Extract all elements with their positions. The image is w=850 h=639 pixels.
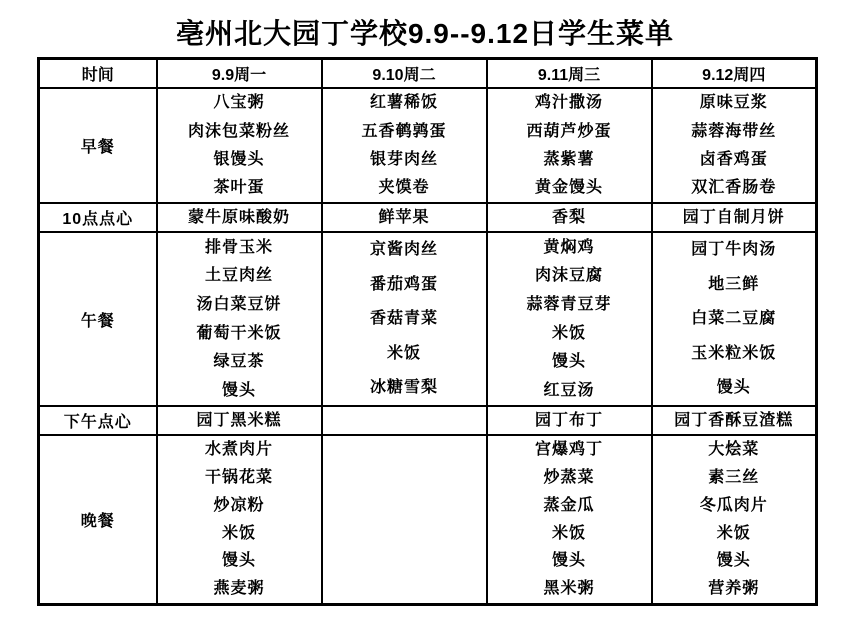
menu-item: 香梨 — [551, 208, 586, 226]
menu-cell — [322, 88, 487, 203]
menu-item: 燕麦粥 — [213, 580, 265, 598]
menu-item: 红薯稀饭 — [369, 94, 438, 112]
meal-row-label: 午餐 — [39, 232, 157, 406]
menu-cell — [322, 203, 487, 232]
menu-cell — [487, 435, 652, 605]
meal-row-label: 10点点心 — [39, 203, 157, 232]
menu-item: 炒蒸菜 — [543, 468, 595, 486]
menu-cell — [652, 88, 817, 203]
menu-item: 馒头 — [551, 353, 586, 371]
menu-item: 冰糖雪梨 — [369, 378, 438, 396]
menu-item: 园丁黑米糕 — [196, 411, 282, 429]
day-column-header: 9.11周三 — [487, 59, 652, 89]
menu-cell — [322, 406, 487, 435]
menu-cell — [157, 435, 322, 605]
menu-item: 白菜二豆腐 — [691, 310, 777, 328]
menu-cell — [652, 203, 817, 232]
menu-item: 卤香鸡蛋 — [699, 150, 768, 168]
menu-table — [37, 57, 818, 606]
menu-item: 米饭 — [221, 524, 256, 542]
menu-item: 蒸金瓜 — [543, 496, 595, 514]
menu-item: 园丁自制月饼 — [682, 208, 785, 226]
menu-cell — [652, 406, 817, 435]
menu-item: 土豆肉丝 — [204, 267, 273, 285]
menu-item: 双汇香肠卷 — [691, 179, 777, 197]
meal-row-label: 晚餐 — [39, 435, 157, 605]
menu-item: 园丁布丁 — [534, 411, 603, 429]
menu-item: 原味豆浆 — [699, 94, 768, 112]
menu-item: 八宝粥 — [213, 94, 265, 112]
menu-item: 地三鲜 — [708, 275, 760, 293]
menu-item: 米饭 — [386, 344, 421, 362]
menu-cell — [157, 88, 322, 203]
menu-item: 馒头 — [551, 552, 586, 570]
menu-item: 冬瓜肉片 — [699, 496, 768, 514]
menu-item: 馒头 — [221, 381, 256, 399]
menu-item: 园丁香酥豆渣糕 — [674, 411, 794, 429]
menu-item: 园丁牛肉汤 — [691, 241, 777, 259]
header-row — [39, 59, 817, 89]
menu-item: 玉米粒米饭 — [691, 344, 777, 362]
menu-item: 黑米粥 — [543, 580, 595, 598]
menu-item: 鲜苹果 — [378, 208, 430, 226]
menu-item: 肉沫包菜粉丝 — [187, 122, 290, 140]
menu-cell — [322, 232, 487, 406]
menu-cell — [652, 232, 817, 406]
menu-item: 水煮肉片 — [204, 441, 273, 459]
meal-row-label: 下午点心 — [39, 406, 157, 435]
menu-item: 排骨玉米 — [204, 238, 273, 256]
menu-cell — [157, 203, 322, 232]
menu-item: 葡萄干米饭 — [196, 324, 282, 342]
menu-cell — [157, 406, 322, 435]
menu-item: 蒜蓉海带丝 — [691, 122, 777, 140]
menu-item: 肉沫豆腐 — [534, 267, 603, 285]
meal-row — [39, 435, 817, 605]
meal-row-label: 早餐 — [39, 88, 157, 203]
day-column-header: 9.10周二 — [322, 59, 487, 89]
menu-item: 蒸紫薯 — [543, 150, 595, 168]
menu-cell — [487, 406, 652, 435]
menu-item: 营养粥 — [708, 580, 760, 598]
menu-item: 米饭 — [716, 524, 751, 542]
meal-row — [39, 232, 817, 406]
menu-item: 银馒头 — [213, 150, 265, 168]
menu-item: 米饭 — [551, 324, 586, 342]
menu-cell — [322, 435, 487, 605]
meal-row — [39, 406, 817, 435]
menu-item: 宫爆鸡丁 — [534, 441, 603, 459]
menu-item: 绿豆茶 — [213, 353, 265, 371]
menu-cell — [487, 203, 652, 232]
time-column-header: 时间 — [39, 59, 157, 89]
menu-item: 馒头 — [221, 552, 256, 570]
meal-row — [39, 203, 817, 232]
menu-item: 米饭 — [551, 524, 586, 542]
menu-item: 香菇青菜 — [369, 310, 438, 328]
menu-item: 素三丝 — [708, 468, 760, 486]
menu-item: 干锅花菜 — [204, 468, 273, 486]
meal-row — [39, 88, 817, 203]
page-title: 亳州北大园丁学校9.9--9.12日学生菜单 — [175, 18, 675, 49]
menu-cell — [487, 88, 652, 203]
menu-cell — [157, 232, 322, 406]
menu-cell — [487, 232, 652, 406]
menu-item: 五香鹌鹑蛋 — [361, 122, 447, 140]
menu-item: 大烩菜 — [708, 441, 760, 459]
menu-item: 茶叶蛋 — [213, 179, 265, 197]
day-column-header: 9.9周一 — [157, 59, 322, 89]
menu-item: 蒙牛原味酸奶 — [187, 208, 290, 226]
menu-item: 馒头 — [716, 378, 751, 396]
menu-item: 鸡汁撒汤 — [534, 94, 603, 112]
menu-item: 馒头 — [716, 552, 751, 570]
menu-item: 京酱肉丝 — [369, 241, 438, 259]
menu-item: 黄金馒头 — [534, 179, 603, 197]
menu-cell — [652, 435, 817, 605]
menu-item: 炒凉粉 — [213, 496, 265, 514]
menu-item: 红豆汤 — [543, 381, 595, 399]
menu-item: 番茄鸡蛋 — [369, 275, 438, 293]
day-column-header: 9.12周四 — [652, 59, 817, 89]
menu-item: 夹馍卷 — [378, 179, 430, 197]
menu-item: 黄焖鸡 — [543, 238, 595, 256]
menu-item: 蒜蓉青豆芽 — [526, 295, 612, 313]
menu-item: 银芽肉丝 — [369, 150, 438, 168]
menu-item: 西葫芦炒蛋 — [526, 122, 612, 140]
menu-item: 汤白菜豆饼 — [196, 295, 282, 313]
